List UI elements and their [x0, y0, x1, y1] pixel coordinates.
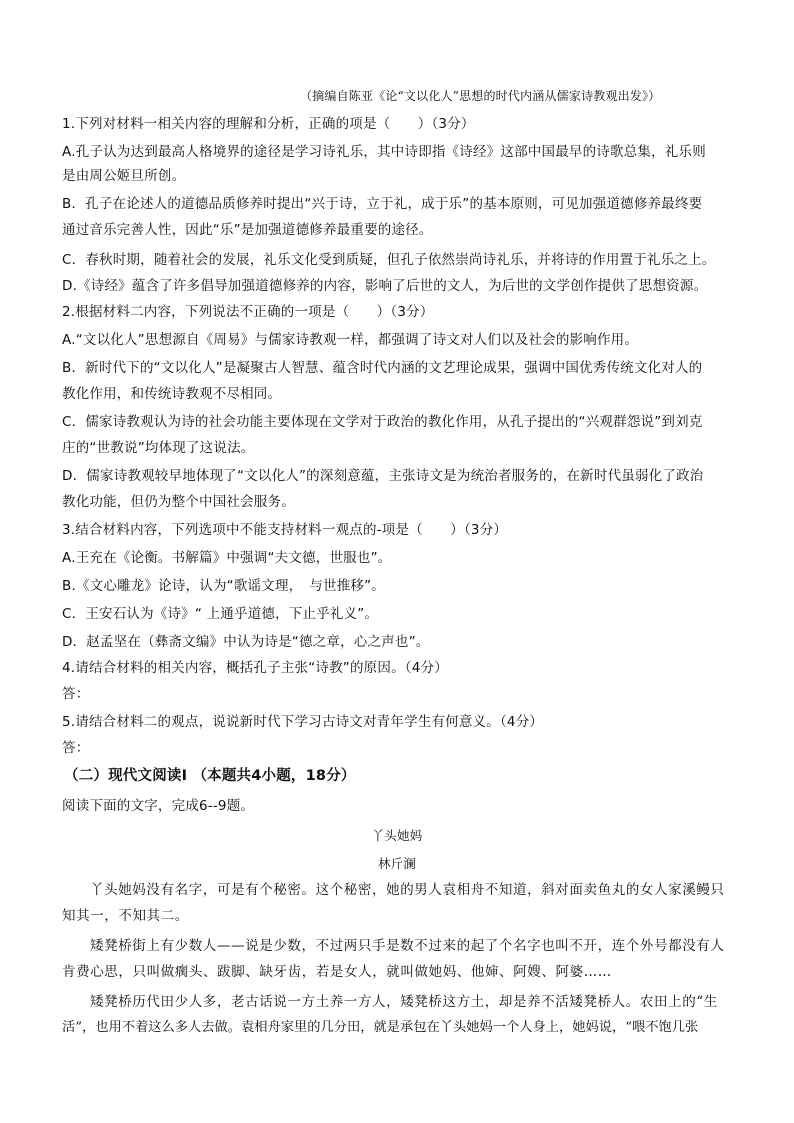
question-1-stem: 1.下列对材料一相关内容的理解和分析，正确的项是（ ）（3分） — [62, 116, 475, 132]
question-2-option-c-cont: 庄的“世教说”均体现了这说法。 — [62, 440, 255, 456]
section-heading: （二）现代文阅读Ⅰ （本题共4小题，18分） — [64, 768, 356, 784]
question-4-stem: 4.请结合材料的相关内容，概括孔子主张“诗教”的原因。（4分） — [62, 660, 448, 676]
question-1-option-a-cont: 是由周公姬旦所创。 — [62, 168, 186, 184]
question-1-option-d: D.《诗经》蕴含了许多倡导加强道德修养的内容，影响了后世的文人，为后世的文学创作提供了思想资源。 — [62, 278, 708, 294]
question-5-answer-label: 答： — [62, 740, 90, 756]
section-instruction: 阅读下面的文字，完成6--9题。 — [62, 798, 255, 814]
question-3-option-c: C．王安石认为《诗》“ 上通乎道德，下止乎礼义”。 — [62, 606, 379, 622]
question-3-option-a: A.王充在《论衡。书解篇》中强调“夫文德，世服也”。 — [62, 550, 392, 566]
question-5-stem: 5.请结合材料二的观点，说说新时代下学习古诗文对青年学生有何意义。（4分） — [62, 714, 544, 730]
question-1-option-b: B．孔子在论述人的道德品质修养时提出“兴于诗，立于礼，成于乐”的基本原则，可见加强道德修养最终要 — [62, 196, 703, 212]
question-2-option-b-cont: 教化作用，和传统诗教观不尽相同。 — [62, 386, 282, 402]
question-2-option-c: C．儒家诗教观认为诗的社会功能主要体现在文学对于政治的教化作用，从孔子提出的“兴观群怨说”到刘克 — [62, 414, 703, 430]
question-3-stem: 3.结合材料内容，下列选项中不能支持材料一观点的-项是（ ）（3分） — [62, 522, 508, 538]
question-2-option-b: B．新时代下的“文以化人”是凝聚古人智慧、蕴含时代内涵的文艺理论成果，强调中国优秀传统文化对人的 — [62, 360, 703, 376]
story-author: 林斤澜 — [377, 856, 417, 871]
question-1-option-c: C．春秋时期，随着社会的发展，礼乐文化受到质疑，但孔子依然崇尚诗礼乐，并将诗的作用置于礼乐之上。 — [62, 252, 716, 268]
question-2-option-a: A.“文以化人”思想源自《周易》与儒家诗教观一样，都强调了诗文对人们以及社会的影响作用。 — [62, 332, 639, 348]
story-paragraph-3: 矮凳桥历代田少人多，老古话说一方土养一方人，矮凳桥这方土，却是养不活矮凳桥人。农田上的“生 — [90, 994, 718, 1010]
source-citation: （摘编自陈亚《论“文以化人”思想的时代内涵从儒家诗教观出发》） — [300, 89, 661, 103]
story-paragraph-3-cont: 活”，也用不着这么多人去做。袁相舟家里的几分田，就是承包在丫头她妈一个人身上，她妈说，“喂不饱几张 — [62, 1020, 699, 1035]
story-paragraph-2-cont: 肯费心思，只叫做瘸头、跋脚、缺牙齿，若是女人，就叫做她妈、他婶、阿嫂、阿婆…… — [62, 964, 612, 980]
question-1-option-b-cont: 通过音乐完善人性，因此“乐”是加强道德修养最重要的途径。 — [62, 222, 433, 238]
question-4-answer-label: 答： — [62, 686, 90, 702]
story-paragraph-2: 矮凳桥街上有少数人——说是少数，不过两只手是数不过来的起了个名字也叫不开，连个外号都没有人 — [90, 938, 725, 954]
question-2-option-d-cont: 教化功能，但仍为整个中国社会服务。 — [62, 494, 295, 510]
story-title: 丫头她妈 — [371, 828, 423, 843]
story-paragraph-1: 丫头她妈没有名字，可是有个秘密。这个秘密，她的男人袁相舟不知道，斜对面卖鱼丸的女人家溪鳗只 — [90, 882, 725, 898]
question-2-stem: 2.根据材料二内容，下列说法不正确的一项是（ ）（3分） — [62, 304, 434, 320]
question-2-option-d: D．儒家诗教观较早地体现了“文以化人”的深刻意蕴，主张诗文是为统治者服务的，在新时代虽弱化了政治 — [62, 468, 704, 484]
question-1-option-a: A.孔子认为达到最高人格境界的途径是学习诗礼乐，其中诗即指《诗经》这部中国最早的诗歌总集，礼乐则 — [62, 144, 706, 160]
question-3-option-d: D．赵孟坚在（彝斋文编》中认为诗是“德之章，心之声也”。 — [62, 634, 430, 650]
question-3-option-b: B.《文心雕龙》论诗，认为“歌谣文理， 与世推移”。 — [62, 578, 385, 594]
story-paragraph-1-cont: 知其一，不知其二。 — [62, 908, 189, 924]
